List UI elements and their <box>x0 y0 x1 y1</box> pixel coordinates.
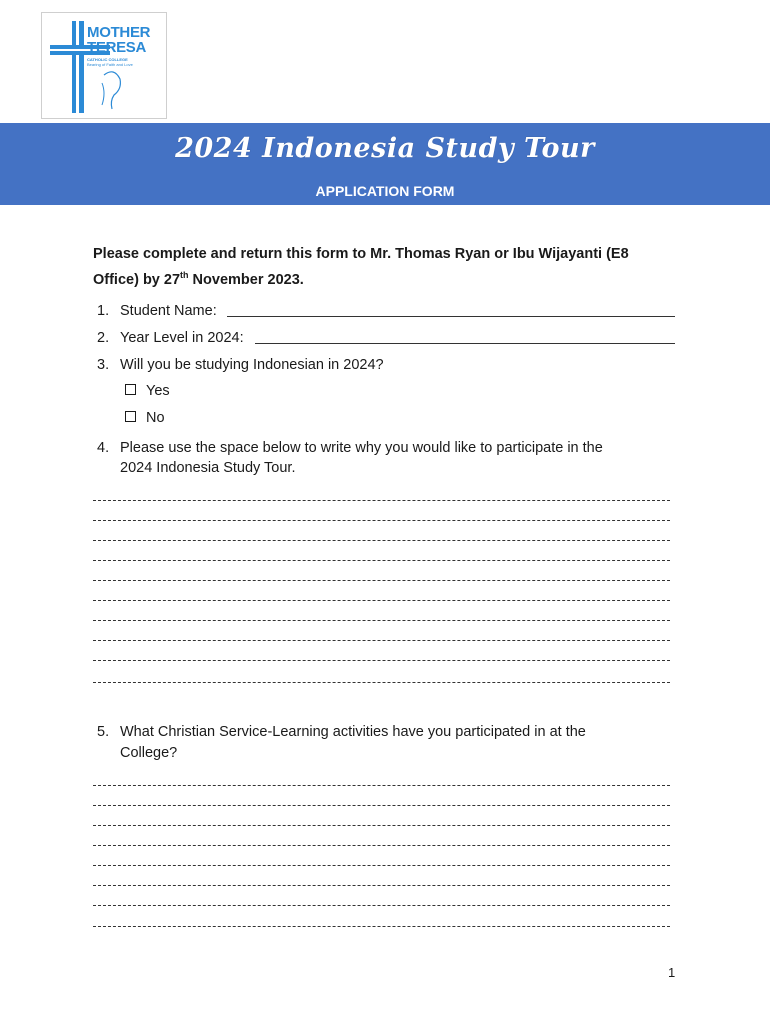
answer-line[interactable] <box>93 785 670 786</box>
option-no[interactable] <box>125 410 165 426</box>
question-text: Year Level in 2024: <box>120 330 244 346</box>
year-level-field[interactable] <box>255 343 675 344</box>
answer-line[interactable] <box>93 885 670 886</box>
answer-line[interactable] <box>93 500 670 501</box>
answer-line[interactable] <box>93 865 670 866</box>
student-name-field[interactable] <box>227 316 675 317</box>
logo-motto: Bearing of Faith and Love <box>87 62 133 67</box>
question-text-continued: 2024 Indonesia Study Tour. <box>120 460 296 476</box>
answer-line[interactable] <box>93 540 670 541</box>
answer-line[interactable] <box>93 682 670 683</box>
question-text: Student Name: <box>120 303 217 319</box>
answer-line[interactable] <box>93 620 670 621</box>
question-number: 3. <box>97 357 110 373</box>
answer-line[interactable] <box>93 926 670 927</box>
logo-line-teresa: TERESA <box>87 39 147 56</box>
title-banner <box>0 123 770 205</box>
logo-line-mother: MOTHER <box>87 24 151 41</box>
answer-line[interactable] <box>93 845 670 846</box>
logo-line-catholic-college: CATHOLIC COLLEGE <box>87 57 128 62</box>
option-label: Yes <box>146 383 170 399</box>
form-subtitle: APPLICATION FORM <box>315 183 455 199</box>
question-number: 4. <box>97 440 110 456</box>
option-label: No <box>146 410 165 426</box>
option-yes[interactable] <box>125 383 170 399</box>
instructions-text: Please complete and return this form to Mr. Thomas Ryan or Ibu Wijayanti (E8 Office) by 27 <box>93 246 629 288</box>
answer-line[interactable] <box>93 660 670 661</box>
question-text-continued: College? <box>120 745 178 761</box>
ordinal-suffix: th <box>180 270 189 280</box>
question-number: 2. <box>97 330 110 346</box>
instructions <box>93 244 673 291</box>
checkbox-icon[interactable] <box>125 411 136 422</box>
answer-line[interactable] <box>93 580 670 581</box>
answer-line[interactable] <box>93 825 670 826</box>
checkbox-icon[interactable] <box>125 384 136 395</box>
form-title: 2024 Indonesia Study Tour <box>175 133 595 164</box>
college-logo <box>41 12 167 119</box>
question-text: What Christian Service-Learning activities have you participated in at the <box>120 724 586 740</box>
question-number: 5. <box>97 724 110 740</box>
page-number: 1 <box>668 965 676 980</box>
answer-line[interactable] <box>93 640 670 641</box>
answer-line[interactable] <box>93 600 670 601</box>
answer-line[interactable] <box>93 905 670 906</box>
answer-line[interactable] <box>93 560 670 561</box>
instructions-date: November 2023. <box>188 271 304 288</box>
answer-line[interactable] <box>93 805 670 806</box>
question-text: Please use the space below to write why you would like to participate in the <box>120 440 603 456</box>
question-number: 1. <box>97 303 110 319</box>
answer-line[interactable] <box>93 520 670 521</box>
question-text: Will you be studying Indonesian in 2024? <box>120 357 384 373</box>
